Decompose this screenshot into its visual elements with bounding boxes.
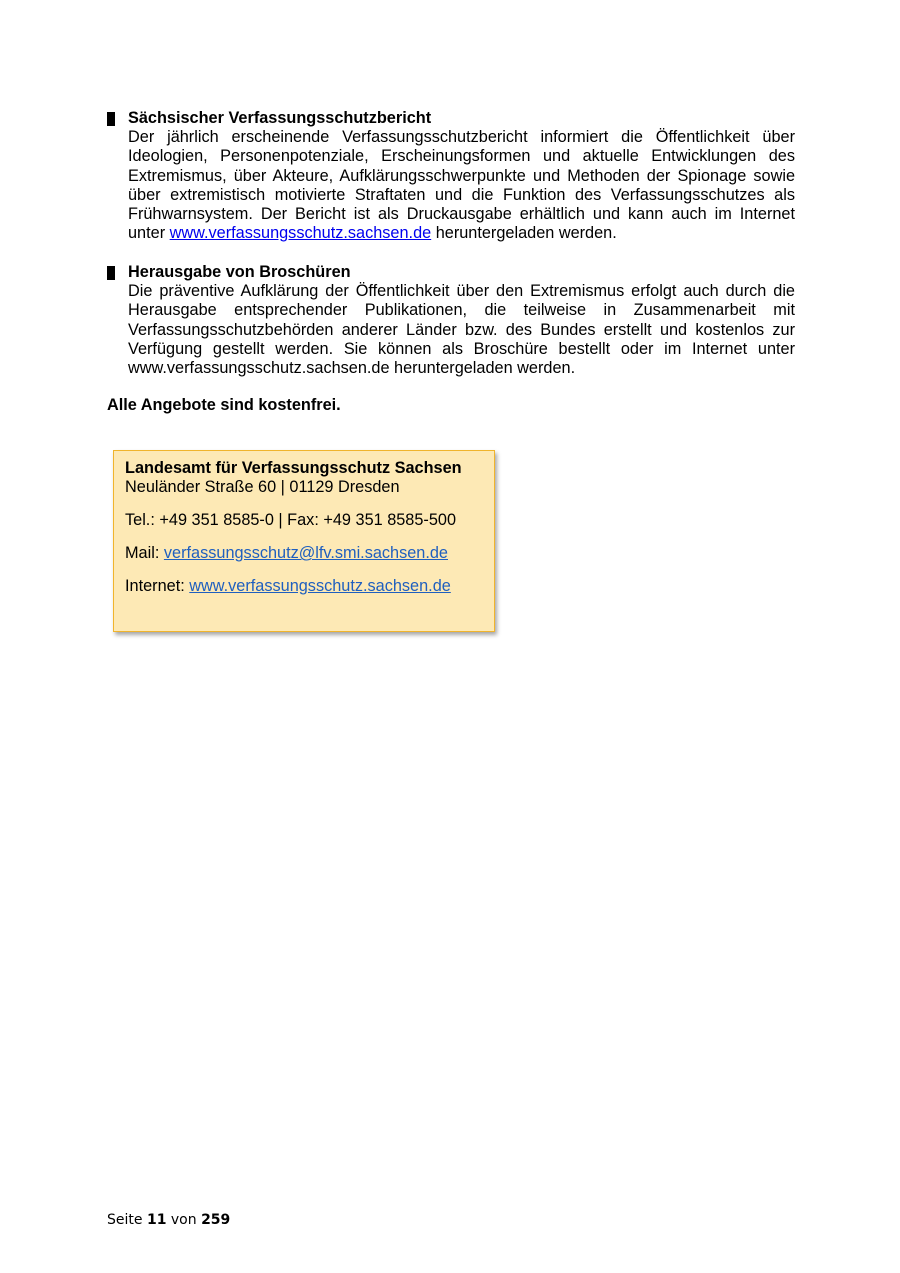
page-total: 259 [201, 1212, 231, 1228]
page-footer: Seite 11 von 259 [107, 1212, 231, 1228]
contact-mail: Mail: verfassungsschutz@lfv.smi.sachsen.de [125, 544, 448, 562]
section-broschueren [107, 263, 795, 378]
website-link[interactable]: www.verfassungsschutz.sachsen.de [169, 224, 432, 243]
contact-box [113, 450, 495, 632]
contact-org: Landesamt für Verfassungsschutz Sachsen [125, 459, 462, 477]
bullet-marker [107, 266, 115, 280]
cost-note: Alle Angebote sind kostenfrei. [107, 396, 341, 414]
internet-link[interactable]: www.verfassungsschutz.sachsen.de [189, 577, 451, 595]
section-verfassungsschutzbericht [107, 109, 795, 243]
section-title: Sächsischer Verfassungsschutzbericht [128, 109, 432, 127]
page-number: 11 [146, 1212, 167, 1228]
section-title: Herausgabe von Broschüren [128, 263, 351, 281]
bullet-marker [107, 112, 115, 126]
mail-link[interactable]: verfassungsschutz@lfv.smi.sachsen.de [163, 544, 448, 562]
contact-phone: Tel.: +49 351 8585-0 | Fax: +49 351 8585-500 [125, 511, 457, 529]
contact-address: Neuländer Straße 60 | 01129 Dresden [125, 478, 400, 496]
contact-internet: Internet: www.verfassungsschutz.sachsen.de [125, 577, 451, 595]
section-text: Die präventive Aufklärung der Öffentlichkeit über den Extremismus erfolgt auch durch die Herausgabe entsprechender Publikationen, die teilweise in Zusammenarbeit mit Verfassungsschutzbehörden anderer Länder bzw. des Bundes erstellt und kostenlos zur Verfügung gestellt werden. Sie können als Broschüre bestellt oder im Internet unter www.verfassungsschutz.sachsen.de heruntergeladen werden. [128, 282, 795, 378]
section-text: Der jährlich erscheinende Verfassungsschutzbericht informiert die Öffentlichkeit über Ideologien, Personenpotenziale, Erscheinungsformen und aktuelle Entwicklungen des Extremismus, über Akteure, Aufklärungsschwerpunkte und Methoden der Spionage sowie über extremistisch motivierte Straftaten und die Funktion des Verfassungsschutzes als Frühwarnsystem. Der Bericht ist als Druckausgabe erhältlich und kann auch im Internet unter www.verfassungsschutz.sachsen.de heruntergeladen werden. [128, 128, 795, 243]
